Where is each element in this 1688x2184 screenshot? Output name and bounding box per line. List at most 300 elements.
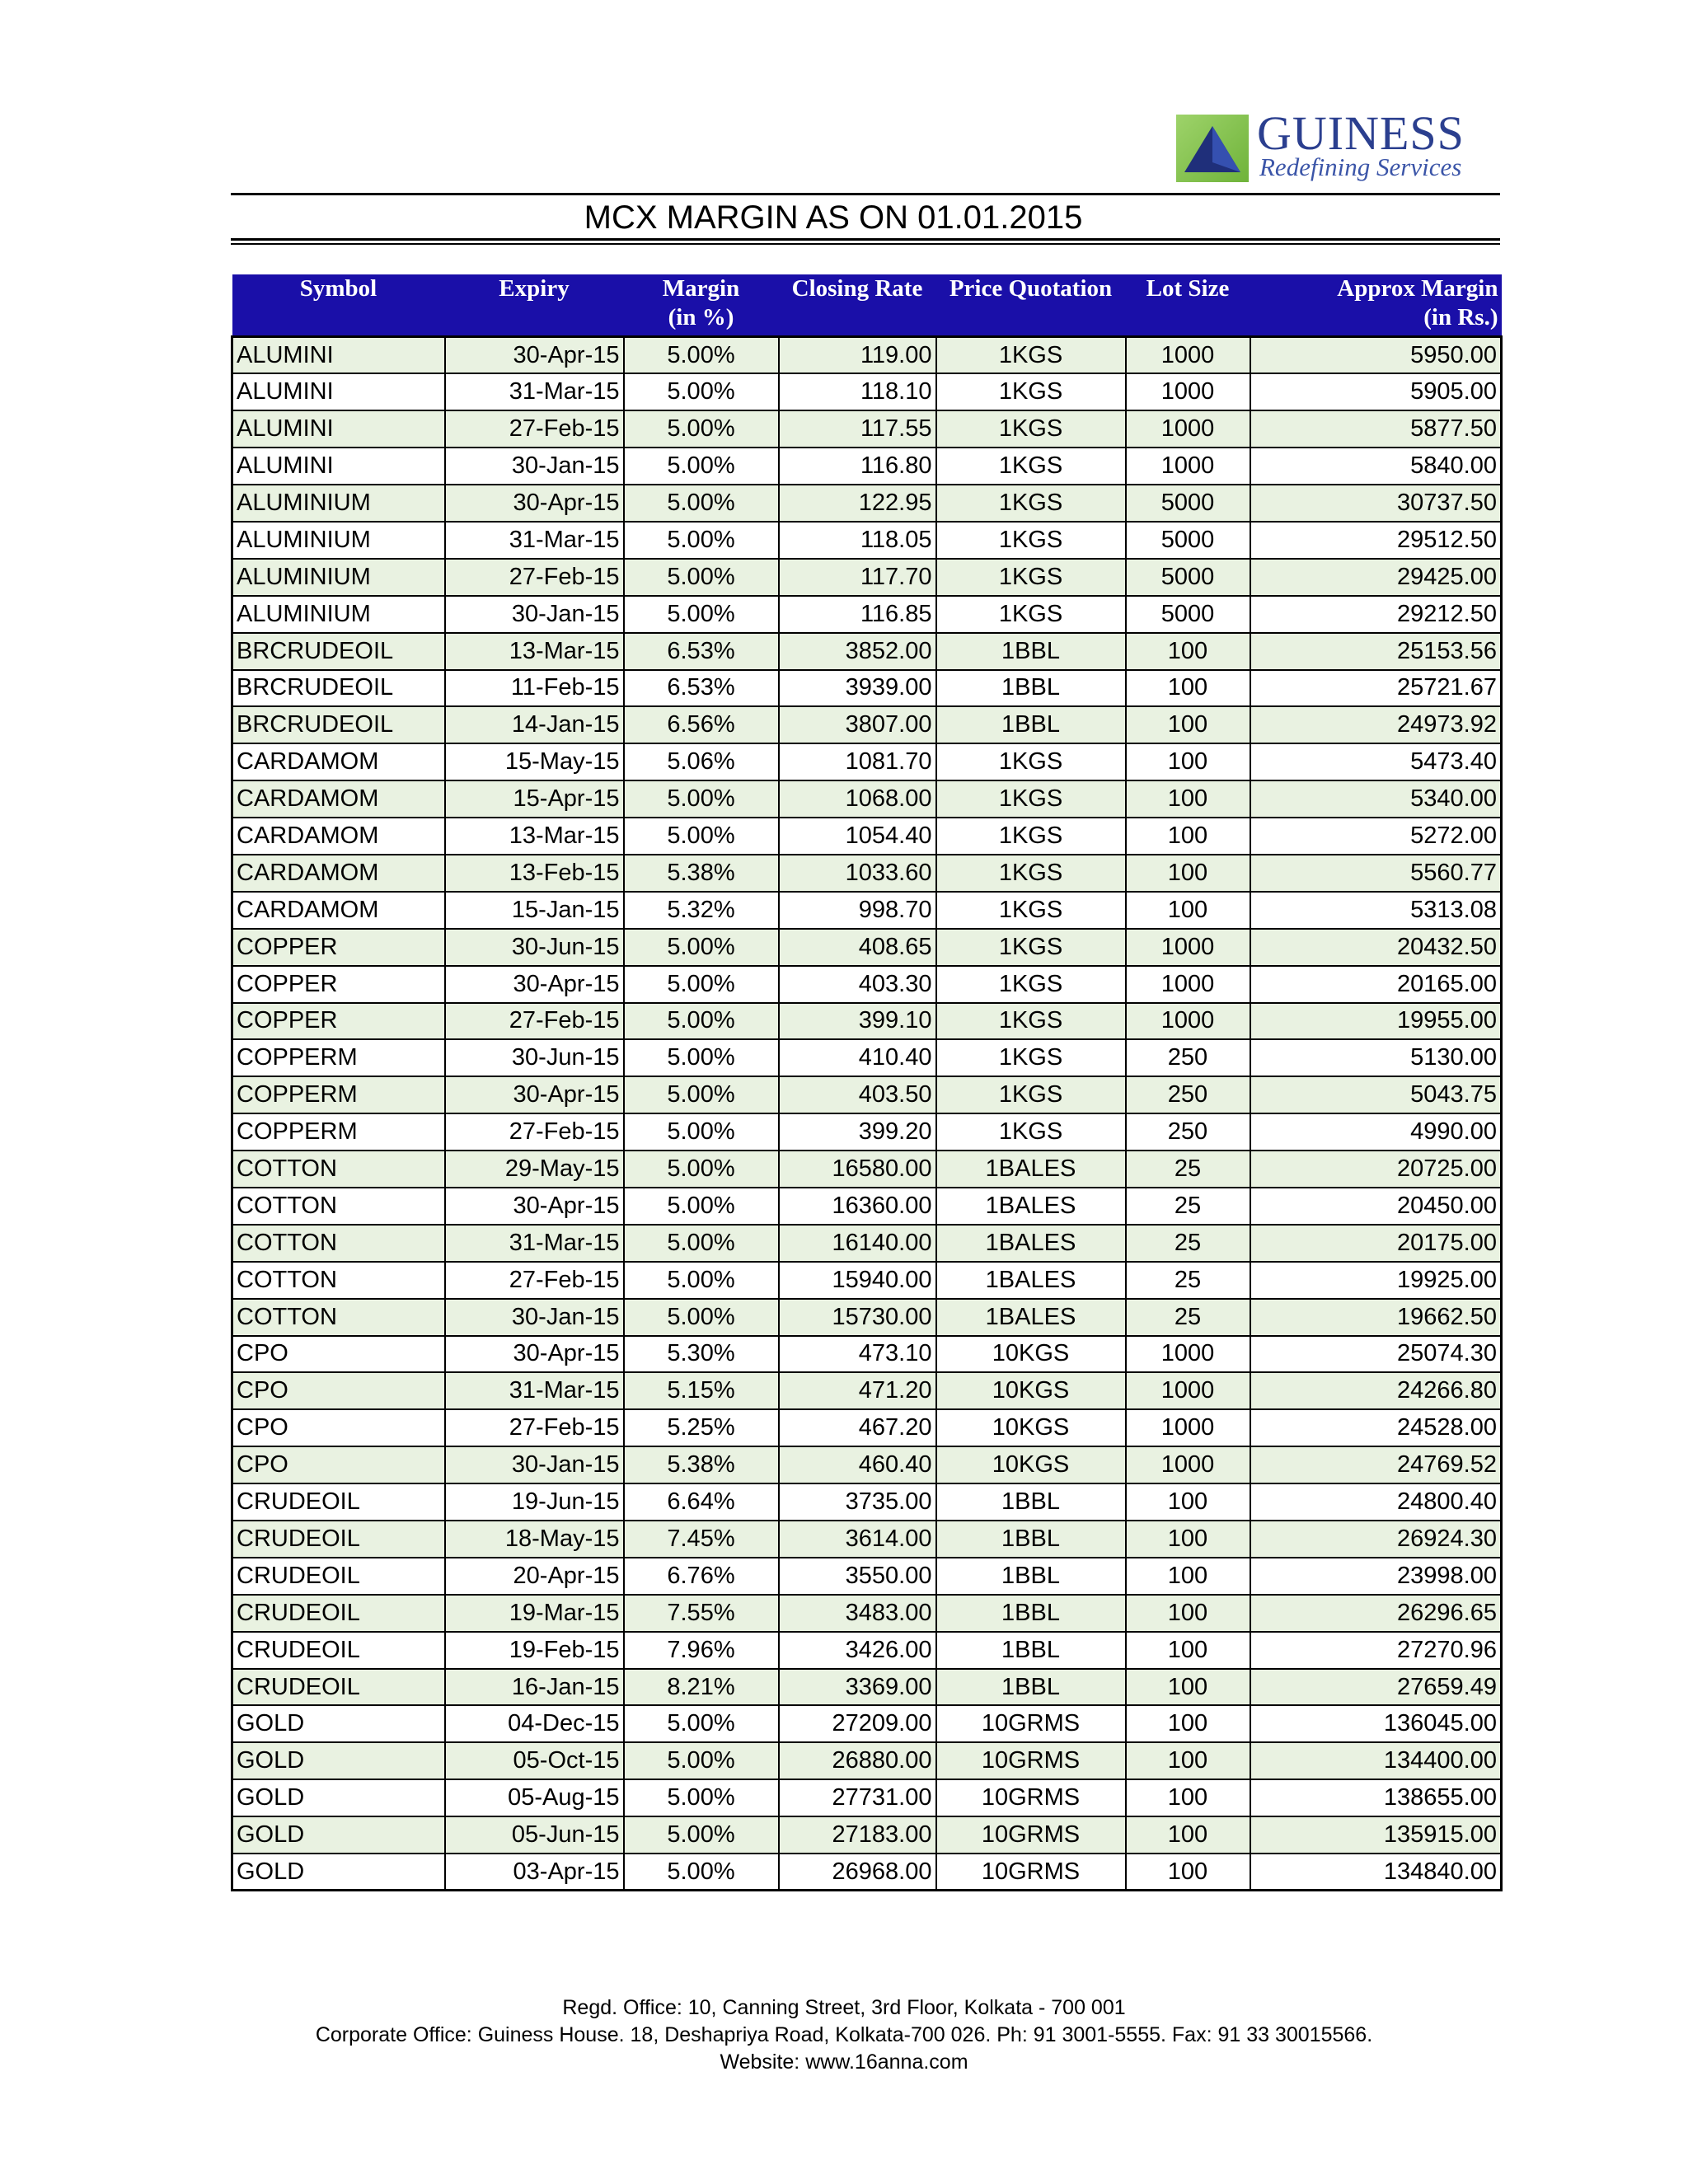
cell-expiry: 19-Jun-15 <box>445 1483 624 1521</box>
table-row <box>232 633 1502 670</box>
cell-expiry: 31-Mar-15 <box>445 1372 624 1409</box>
title-bottom-rule-1 <box>231 238 1500 241</box>
cell-closing-rate: 116.80 <box>779 448 936 485</box>
margin-table <box>231 274 1503 1891</box>
cell-lot-size: 25 <box>1126 1262 1250 1299</box>
cell-symbol: CARDAMOM <box>232 892 445 929</box>
cell-symbol: CPO <box>232 1409 445 1446</box>
cell-approx-margin: 27270.96 <box>1250 1632 1502 1669</box>
cell-closing-rate: 3735.00 <box>779 1483 936 1521</box>
cell-margin: 5.00% <box>624 373 779 410</box>
cell-symbol: COTTON <box>232 1299 445 1336</box>
cell-symbol: CRUDEOIL <box>232 1521 445 1558</box>
cell-symbol: CPO <box>232 1446 445 1483</box>
cell-price-quotation: 10KGS <box>936 1336 1126 1373</box>
cell-symbol: CPO <box>232 1336 445 1373</box>
cell-symbol: COPPER <box>232 929 445 966</box>
table-row <box>232 448 1502 485</box>
table-row <box>232 1521 1502 1558</box>
cell-symbol: COTTON <box>232 1262 445 1299</box>
cell-closing-rate: 27209.00 <box>779 1705 936 1742</box>
cell-approx-margin: 29425.00 <box>1250 559 1502 596</box>
cell-price-quotation: 1KGS <box>936 448 1126 485</box>
cell-lot-size: 100 <box>1126 1669 1250 1706</box>
cell-margin: 5.00% <box>624 1003 779 1040</box>
cell-lot-size: 5000 <box>1126 522 1250 559</box>
table-row <box>232 1742 1502 1779</box>
cell-approx-margin: 5905.00 <box>1250 373 1502 410</box>
cell-margin: 5.00% <box>624 1076 779 1113</box>
cell-approx-margin: 5272.00 <box>1250 818 1502 855</box>
cell-lot-size: 1000 <box>1126 410 1250 448</box>
cell-lot-size: 250 <box>1126 1113 1250 1151</box>
cell-lot-size: 100 <box>1126 670 1250 707</box>
cell-margin: 5.00% <box>624 1299 779 1336</box>
cell-price-quotation: 1KGS <box>936 966 1126 1003</box>
cell-price-quotation: 1KGS <box>936 559 1126 596</box>
cell-symbol: ALUMINI <box>232 448 445 485</box>
table-row <box>232 1151 1502 1188</box>
cell-approx-margin: 136045.00 <box>1250 1705 1502 1742</box>
cell-price-quotation: 10GRMS <box>936 1816 1126 1854</box>
cell-price-quotation: 1BBL <box>936 1558 1126 1595</box>
cell-lot-size: 100 <box>1126 1521 1250 1558</box>
cell-symbol: COTTON <box>232 1188 445 1225</box>
cell-symbol: CRUDEOIL <box>232 1483 445 1521</box>
cell-approx-margin: 5840.00 <box>1250 448 1502 485</box>
cell-expiry: 16-Jan-15 <box>445 1669 624 1706</box>
cell-closing-rate: 3614.00 <box>779 1521 936 1558</box>
header-approx-margin-label: Approx Margin <box>1337 275 1498 302</box>
cell-price-quotation: 1BBL <box>936 1632 1126 1669</box>
cell-symbol: GOLD <box>232 1816 445 1854</box>
cell-expiry: 27-Feb-15 <box>445 559 624 596</box>
cell-expiry: 30-Jun-15 <box>445 1039 624 1076</box>
logo-tagline: Redefining Services <box>1259 152 1462 181</box>
cell-price-quotation: 1BALES <box>936 1299 1126 1336</box>
cell-price-quotation: 1KGS <box>936 1113 1126 1151</box>
cell-expiry: 30-Apr-15 <box>445 337 624 374</box>
cell-closing-rate: 3483.00 <box>779 1595 936 1632</box>
cell-closing-rate: 471.20 <box>779 1372 936 1409</box>
cell-approx-margin: 20450.00 <box>1250 1188 1502 1225</box>
cell-expiry: 30-Jan-15 <box>445 1446 624 1483</box>
page-title: MCX MARGIN AS ON 01.01.2015 <box>584 199 1083 236</box>
cell-approx-margin: 23998.00 <box>1250 1558 1502 1595</box>
cell-approx-margin: 5560.77 <box>1250 855 1502 892</box>
cell-expiry: 30-Jan-15 <box>445 596 624 633</box>
cell-symbol: CRUDEOIL <box>232 1595 445 1632</box>
cell-margin: 5.00% <box>624 596 779 633</box>
cell-price-quotation: 1BALES <box>936 1225 1126 1262</box>
cell-lot-size: 100 <box>1126 1705 1250 1742</box>
cell-closing-rate: 1033.60 <box>779 855 936 892</box>
logo-name: GUINESS <box>1257 106 1465 160</box>
cell-lot-size: 25 <box>1126 1299 1250 1336</box>
cell-closing-rate: 3939.00 <box>779 670 936 707</box>
cell-lot-size: 1000 <box>1126 1409 1250 1446</box>
cell-lot-size: 1000 <box>1126 448 1250 485</box>
cell-lot-size: 1000 <box>1126 1003 1250 1040</box>
cell-approx-margin: 20432.50 <box>1250 929 1502 966</box>
cell-lot-size: 100 <box>1126 1483 1250 1521</box>
cell-symbol: CARDAMOM <box>232 818 445 855</box>
title-bottom-rule-2 <box>231 243 1500 245</box>
cell-closing-rate: 3550.00 <box>779 1558 936 1595</box>
cell-approx-margin: 134840.00 <box>1250 1854 1502 1891</box>
cell-expiry: 30-Jan-15 <box>445 1299 624 1336</box>
cell-margin: 5.00% <box>624 1779 779 1816</box>
cell-closing-rate: 3426.00 <box>779 1632 936 1669</box>
cell-expiry: 31-Mar-15 <box>445 373 624 410</box>
cell-margin: 5.00% <box>624 559 779 596</box>
cell-price-quotation: 1KGS <box>936 929 1126 966</box>
cell-price-quotation: 10GRMS <box>936 1705 1126 1742</box>
cell-price-quotation: 10KGS <box>936 1446 1126 1483</box>
cell-closing-rate: 15940.00 <box>779 1262 936 1299</box>
footer-regd-office: Regd. Office: 10, Canning Street, 3rd Floor, Kolkata - 700 001 <box>562 1996 1126 2019</box>
header-symbol-label: Symbol <box>299 275 377 302</box>
cell-price-quotation: 1BBL <box>936 1483 1126 1521</box>
cell-expiry: 13-Feb-15 <box>445 855 624 892</box>
cell-closing-rate: 117.55 <box>779 410 936 448</box>
cell-closing-rate: 117.70 <box>779 559 936 596</box>
table-row <box>232 1372 1502 1409</box>
table-row <box>232 780 1502 818</box>
cell-closing-rate: 1054.40 <box>779 818 936 855</box>
cell-closing-rate: 118.05 <box>779 522 936 559</box>
table-row <box>232 1854 1502 1891</box>
logo-triangle-icon <box>1176 115 1249 182</box>
cell-margin: 7.96% <box>624 1632 779 1669</box>
cell-closing-rate: 15730.00 <box>779 1299 936 1336</box>
cell-symbol: ALUMINI <box>232 373 445 410</box>
cell-margin: 5.00% <box>624 929 779 966</box>
cell-expiry: 03-Apr-15 <box>445 1854 624 1891</box>
cell-symbol: CRUDEOIL <box>232 1558 445 1595</box>
table-row <box>232 1409 1502 1446</box>
cell-approx-margin: 5313.08 <box>1250 892 1502 929</box>
cell-price-quotation: 1KGS <box>936 743 1126 780</box>
table-row <box>232 1299 1502 1336</box>
cell-margin: 7.45% <box>624 1521 779 1558</box>
table-row <box>232 1779 1502 1816</box>
cell-approx-margin: 25153.56 <box>1250 633 1502 670</box>
cell-closing-rate: 27183.00 <box>779 1816 936 1854</box>
cell-lot-size: 250 <box>1126 1076 1250 1113</box>
cell-price-quotation: 1BBL <box>936 706 1126 743</box>
table-row <box>232 892 1502 929</box>
cell-approx-margin: 5340.00 <box>1250 780 1502 818</box>
cell-price-quotation: 1BBL <box>936 670 1126 707</box>
cell-lot-size: 1000 <box>1126 1372 1250 1409</box>
cell-symbol: GOLD <box>232 1779 445 1816</box>
cell-symbol: COPPER <box>232 1003 445 1040</box>
cell-expiry: 30-Jan-15 <box>445 448 624 485</box>
footer-website: Website: www.16anna.com <box>720 2050 968 2074</box>
cell-price-quotation: 1KGS <box>936 373 1126 410</box>
table-row <box>232 410 1502 448</box>
header-lot-size-label: Lot Size <box>1146 275 1230 302</box>
cell-expiry: 30-Apr-15 <box>445 1188 624 1225</box>
cell-price-quotation: 1KGS <box>936 1039 1126 1076</box>
cell-price-quotation: 1KGS <box>936 855 1126 892</box>
cell-price-quotation: 1BALES <box>936 1262 1126 1299</box>
cell-margin: 6.53% <box>624 633 779 670</box>
cell-price-quotation: 10GRMS <box>936 1779 1126 1816</box>
cell-expiry: 18-May-15 <box>445 1521 624 1558</box>
cell-closing-rate: 26968.00 <box>779 1854 936 1891</box>
cell-expiry: 27-Feb-15 <box>445 410 624 448</box>
cell-price-quotation: 1KGS <box>936 818 1126 855</box>
table-row <box>232 1262 1502 1299</box>
cell-margin: 6.53% <box>624 670 779 707</box>
cell-expiry: 13-Mar-15 <box>445 633 624 670</box>
cell-margin: 5.00% <box>624 337 779 374</box>
cell-price-quotation: 1BBL <box>936 1595 1126 1632</box>
cell-symbol: CARDAMOM <box>232 855 445 892</box>
cell-closing-rate: 460.40 <box>779 1446 936 1483</box>
table-row <box>232 929 1502 966</box>
cell-lot-size: 100 <box>1126 1816 1250 1854</box>
cell-lot-size: 100 <box>1126 743 1250 780</box>
header-expiry <box>445 274 624 337</box>
cell-margin: 5.32% <box>624 892 779 929</box>
cell-expiry: 19-Feb-15 <box>445 1632 624 1669</box>
cell-approx-margin: 138655.00 <box>1250 1779 1502 1816</box>
cell-margin: 5.25% <box>624 1409 779 1446</box>
cell-margin: 6.64% <box>624 1483 779 1521</box>
cell-margin: 5.00% <box>624 1705 779 1742</box>
cell-margin: 5.00% <box>624 522 779 559</box>
cell-lot-size: 1000 <box>1126 337 1250 374</box>
cell-lot-size: 100 <box>1126 633 1250 670</box>
header-price-quotation <box>936 274 1126 337</box>
cell-lot-size: 100 <box>1126 892 1250 929</box>
table-row <box>232 1595 1502 1632</box>
cell-symbol: COPPERM <box>232 1076 445 1113</box>
cell-price-quotation: 1KGS <box>936 596 1126 633</box>
cell-price-quotation: 1KGS <box>936 485 1126 522</box>
cell-price-quotation: 1BBL <box>936 1669 1126 1706</box>
cell-margin: 5.00% <box>624 1816 779 1854</box>
cell-price-quotation: 1KGS <box>936 522 1126 559</box>
table-row <box>232 1483 1502 1521</box>
cell-symbol: COPPER <box>232 966 445 1003</box>
table-row <box>232 485 1502 522</box>
cell-symbol: ALUMINIUM <box>232 485 445 522</box>
cell-approx-margin: 5130.00 <box>1250 1039 1502 1076</box>
cell-approx-margin: 29212.50 <box>1250 596 1502 633</box>
cell-margin: 5.15% <box>624 1372 779 1409</box>
table-row <box>232 670 1502 707</box>
table-row <box>232 1705 1502 1742</box>
table-row <box>232 1669 1502 1706</box>
cell-lot-size: 1000 <box>1126 1446 1250 1483</box>
cell-approx-margin: 19662.50 <box>1250 1299 1502 1336</box>
cell-price-quotation: 1KGS <box>936 780 1126 818</box>
cell-price-quotation: 1KGS <box>936 1003 1126 1040</box>
header-closing-rate-label: Closing Rate <box>791 275 923 302</box>
cell-approx-margin: 5043.75 <box>1250 1076 1502 1113</box>
table-row <box>232 337 1502 374</box>
cell-symbol: GOLD <box>232 1705 445 1742</box>
cell-closing-rate: 408.65 <box>779 929 936 966</box>
table-row <box>232 1558 1502 1595</box>
cell-closing-rate: 16580.00 <box>779 1151 936 1188</box>
cell-price-quotation: 1BBL <box>936 1521 1126 1558</box>
cell-margin: 5.00% <box>624 410 779 448</box>
table-row <box>232 1225 1502 1262</box>
cell-margin: 6.76% <box>624 1558 779 1595</box>
table-row <box>232 966 1502 1003</box>
cell-price-quotation: 1KGS <box>936 892 1126 929</box>
table-row <box>232 1816 1502 1854</box>
header-closing-rate <box>779 274 936 337</box>
cell-margin: 6.56% <box>624 706 779 743</box>
cell-closing-rate: 998.70 <box>779 892 936 929</box>
cell-price-quotation: 10GRMS <box>936 1854 1126 1891</box>
cell-expiry: 30-Apr-15 <box>445 1076 624 1113</box>
cell-margin: 5.00% <box>624 1039 779 1076</box>
cell-symbol: CRUDEOIL <box>232 1632 445 1669</box>
cell-expiry: 04-Dec-15 <box>445 1705 624 1742</box>
cell-closing-rate: 403.50 <box>779 1076 936 1113</box>
header-margin <box>624 274 779 337</box>
cell-margin: 5.00% <box>624 1225 779 1262</box>
cell-approx-margin: 25721.67 <box>1250 670 1502 707</box>
cell-margin: 5.00% <box>624 1151 779 1188</box>
cell-symbol: GOLD <box>232 1854 445 1891</box>
cell-price-quotation: 10KGS <box>936 1409 1126 1446</box>
cell-lot-size: 100 <box>1126 706 1250 743</box>
header-margin-label: Margin <box>662 275 740 302</box>
cell-symbol: BRCRUDEOIL <box>232 633 445 670</box>
cell-price-quotation: 1KGS <box>936 1076 1126 1113</box>
cell-symbol: ALUMINIUM <box>232 522 445 559</box>
cell-expiry: 19-Mar-15 <box>445 1595 624 1632</box>
cell-lot-size: 5000 <box>1126 485 1250 522</box>
table-row <box>232 522 1502 559</box>
cell-closing-rate: 16140.00 <box>779 1225 936 1262</box>
table-row <box>232 1446 1502 1483</box>
cell-price-quotation: 10KGS <box>936 1372 1126 1409</box>
cell-expiry: 20-Apr-15 <box>445 1558 624 1595</box>
cell-price-quotation: 1BALES <box>936 1151 1126 1188</box>
cell-lot-size: 100 <box>1126 780 1250 818</box>
cell-expiry: 31-Mar-15 <box>445 1225 624 1262</box>
cell-symbol: ALUMINI <box>232 337 445 374</box>
cell-closing-rate: 1081.70 <box>779 743 936 780</box>
cell-symbol: BRCRUDEOIL <box>232 706 445 743</box>
cell-expiry: 13-Mar-15 <box>445 818 624 855</box>
table-header <box>232 274 1502 337</box>
cell-expiry: 27-Feb-15 <box>445 1409 624 1446</box>
cell-price-quotation: 1KGS <box>936 337 1126 374</box>
cell-margin: 5.00% <box>624 448 779 485</box>
table-body <box>232 337 1502 1891</box>
cell-approx-margin: 5877.50 <box>1250 410 1502 448</box>
table-row <box>232 743 1502 780</box>
cell-margin: 5.06% <box>624 743 779 780</box>
cell-approx-margin: 24769.52 <box>1250 1446 1502 1483</box>
cell-lot-size: 100 <box>1126 1558 1250 1595</box>
cell-closing-rate: 26880.00 <box>779 1742 936 1779</box>
cell-margin: 5.00% <box>624 1262 779 1299</box>
cell-expiry: 31-Mar-15 <box>445 522 624 559</box>
table-row <box>232 373 1502 410</box>
cell-closing-rate: 122.95 <box>779 485 936 522</box>
header-expiry-label: Expiry <box>499 275 570 302</box>
table-row <box>232 1003 1502 1040</box>
header-margin-unit: (in %) <box>668 304 734 330</box>
cell-approx-margin: 135915.00 <box>1250 1816 1502 1854</box>
table-row <box>232 596 1502 633</box>
header-lot-size <box>1126 274 1250 337</box>
cell-lot-size: 1000 <box>1126 929 1250 966</box>
cell-closing-rate: 116.85 <box>779 596 936 633</box>
cell-symbol: CPO <box>232 1372 445 1409</box>
cell-margin: 5.00% <box>624 780 779 818</box>
cell-closing-rate: 473.10 <box>779 1336 936 1373</box>
cell-closing-rate: 16360.00 <box>779 1188 936 1225</box>
cell-price-quotation: 1BALES <box>936 1188 1126 1225</box>
table-row <box>232 1076 1502 1113</box>
cell-lot-size: 1000 <box>1126 373 1250 410</box>
cell-margin: 5.00% <box>624 966 779 1003</box>
cell-lot-size: 100 <box>1126 818 1250 855</box>
cell-expiry: 11-Feb-15 <box>445 670 624 707</box>
cell-lot-size: 25 <box>1126 1188 1250 1225</box>
cell-margin: 5.38% <box>624 855 779 892</box>
cell-approx-margin: 19955.00 <box>1250 1003 1502 1040</box>
cell-approx-margin: 24528.00 <box>1250 1409 1502 1446</box>
cell-margin: 5.00% <box>624 485 779 522</box>
cell-lot-size: 5000 <box>1126 559 1250 596</box>
cell-lot-size: 1000 <box>1126 966 1250 1003</box>
cell-margin: 8.21% <box>624 1669 779 1706</box>
cell-lot-size: 1000 <box>1126 1336 1250 1373</box>
cell-symbol: BRCRUDEOIL <box>232 670 445 707</box>
cell-expiry: 15-May-15 <box>445 743 624 780</box>
cell-closing-rate: 3369.00 <box>779 1669 936 1706</box>
header-symbol <box>232 274 445 337</box>
cell-closing-rate: 3807.00 <box>779 706 936 743</box>
cell-approx-margin: 25074.30 <box>1250 1336 1502 1373</box>
cell-price-quotation: 10GRMS <box>936 1742 1126 1779</box>
cell-symbol: COTTON <box>232 1151 445 1188</box>
cell-expiry: 29-May-15 <box>445 1151 624 1188</box>
cell-approx-margin: 24800.40 <box>1250 1483 1502 1521</box>
table-row <box>232 1039 1502 1076</box>
cell-margin: 5.00% <box>624 818 779 855</box>
cell-expiry: 27-Feb-15 <box>445 1113 624 1151</box>
cell-margin: 5.00% <box>624 1854 779 1891</box>
cell-expiry: 05-Jun-15 <box>445 1816 624 1854</box>
cell-lot-size: 100 <box>1126 1742 1250 1779</box>
cell-approx-margin: 26924.30 <box>1250 1521 1502 1558</box>
cell-approx-margin: 30737.50 <box>1250 485 1502 522</box>
table-row <box>232 1113 1502 1151</box>
cell-symbol: ALUMINIUM <box>232 559 445 596</box>
cell-symbol: COTTON <box>232 1225 445 1262</box>
cell-approx-margin: 29512.50 <box>1250 522 1502 559</box>
cell-lot-size: 5000 <box>1126 596 1250 633</box>
cell-expiry: 30-Jun-15 <box>445 929 624 966</box>
header-price-quotation-label: Price Quotation <box>949 275 1113 302</box>
cell-closing-rate: 3852.00 <box>779 633 936 670</box>
cell-closing-rate: 118.10 <box>779 373 936 410</box>
